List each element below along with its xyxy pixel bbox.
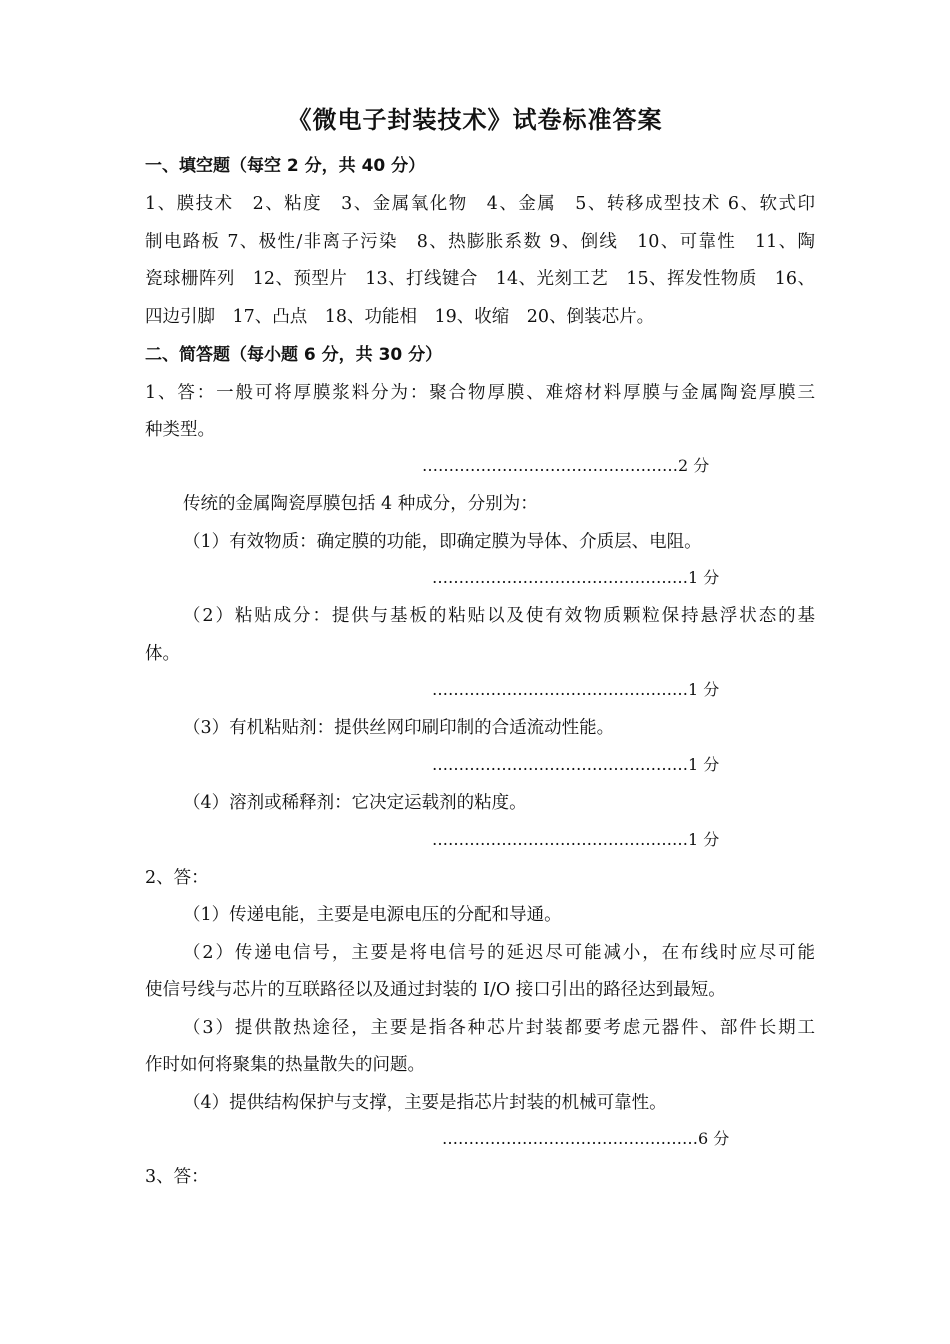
page-title: 《微电子封装技术》试卷标准答案 <box>287 106 663 134</box>
section2-heading: 二、简答题（每小题 6 分，共 30 分） <box>145 345 443 365</box>
section1-heading: 一、填空题（每空 2 分，共 40 分） <box>145 156 426 176</box>
section1-line-2: 制电路板 7、极性/非离子污染 8、热膨胀系数 9、倒线 10、可靠性 11、陶 <box>145 232 815 252</box>
q3-label: 3、答： <box>145 1167 209 1187</box>
q1-score-2: …………………………………………1 分 <box>432 568 720 587</box>
q1-line-1: 1、答：一般可将厚膜浆料分为：聚合物厚膜、难熔材料厚膜与金属陶瓷厚膜三 <box>145 383 815 403</box>
q1-item-2-line-2: 体。 <box>145 644 180 664</box>
q1-item-1: （1）有效物质：确定膜的功能，即确定膜为导体、介质层、电阻。 <box>183 532 702 552</box>
q2-score: …………………………………………6 分 <box>442 1129 730 1148</box>
q1-intro: 传统的金属陶瓷厚膜包括 4 种成分，分别为： <box>183 494 538 514</box>
q1-item-3: （3）有机粘贴剂：提供丝网印刷印制的合适流动性能。 <box>183 718 615 738</box>
q2-item-2-line-2: 使信号线与芯片的互联路径以及通过封装的 I/O 接口引出的路径达到最短。 <box>145 980 726 1000</box>
q1-item-2-line-1: （2）粘贴成分：提供与基板的粘贴以及使有效物质颗粒保持悬浮状态的基 <box>183 606 815 626</box>
q2-item-3-line-1: （3）提供散热途径，主要是指各种芯片封装都要考虑元器件、部件长期工 <box>183 1018 815 1038</box>
section1-line-4: 四边引脚 17、凸点 18、功能相 19、收缩 20、倒装芯片。 <box>145 307 655 327</box>
section1-line-3: 瓷球栅阵列 12、预型片 13、打线键合 14、光刻工艺 15、挥发性物质 16、 <box>145 269 815 289</box>
q1-score-5: …………………………………………1 分 <box>432 830 720 849</box>
q2-item-4: （4）提供结构保护与支撑，主要是指芯片封装的机械可靠性。 <box>183 1093 667 1113</box>
q1-line-2: 种类型。 <box>145 420 215 440</box>
q2-item-2-line-1: （2）传递电信号，主要是将电信号的延迟尽可能减小，在布线时应尽可能 <box>183 943 815 963</box>
q2-item-1: （1）传递电能，主要是电源电压的分配和导通。 <box>183 905 562 925</box>
q2-item-3-line-2: 作时如何将聚集的热量散失的问题。 <box>145 1055 425 1075</box>
section1-line-1: 1、膜技术 2、粘度 3、金属氧化物 4、金属 5、转移成型技术 6、软式印 <box>145 194 815 214</box>
q1-score-1: …………………………………………2 分 <box>422 456 710 475</box>
q1-score-4: …………………………………………1 分 <box>432 755 720 774</box>
q1-score-3: …………………………………………1 分 <box>432 680 720 699</box>
q1-item-4: （4）溶剂或稀释剂：它决定运载剂的粘度。 <box>183 793 527 813</box>
q2-label: 2、答： <box>145 868 209 888</box>
